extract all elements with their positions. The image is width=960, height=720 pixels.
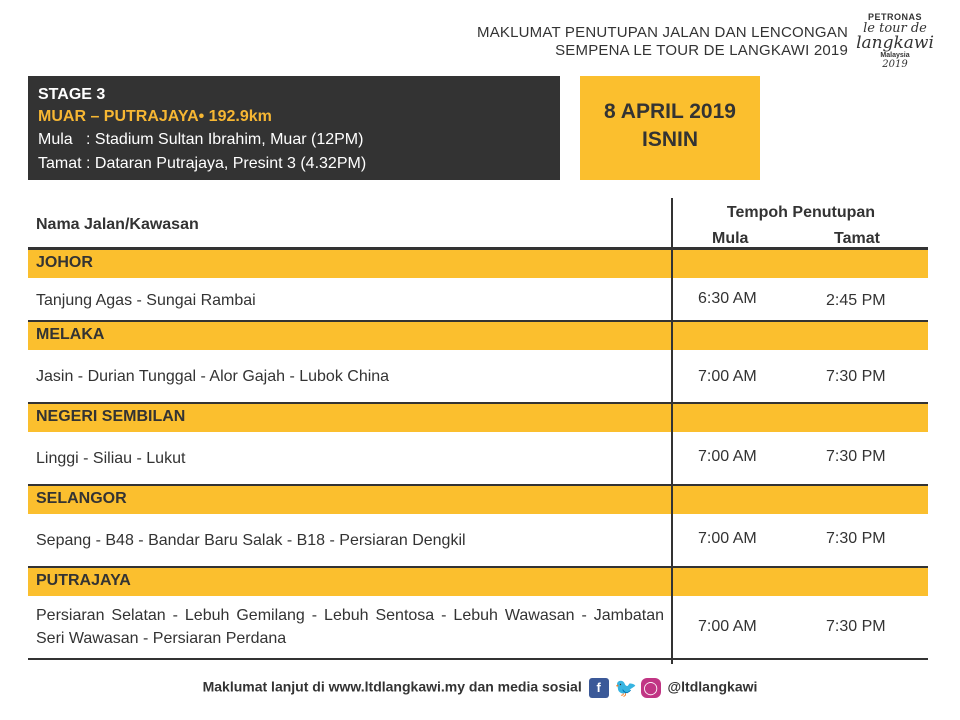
stage-title: STAGE 3 — [38, 86, 106, 103]
table-row — [28, 514, 928, 568]
state-row: JOHOR — [28, 250, 928, 278]
road-name: Tanjung Agas - Sungai Rambai — [36, 292, 256, 309]
event-logo — [854, 12, 936, 82]
start-time: 7:00 AM — [698, 368, 757, 385]
header-title — [477, 24, 848, 60]
state-row: SELANGOR — [28, 486, 928, 514]
end-time: 7:30 PM — [826, 368, 886, 385]
table-header — [28, 198, 928, 250]
twitter-icon[interactable]: 🐦 — [614, 678, 638, 698]
header-line-2: SEMPENA LE TOUR DE LANGKAWI 2019 — [555, 42, 848, 59]
road-name: Sepang - B48 - Bandar Baru Salak - B18 - Persiaran Dengkil — [36, 532, 466, 549]
state-row: NEGERI SEMBILAN — [28, 404, 928, 432]
start-time: 6:30 AM — [698, 290, 757, 307]
end-time: 2:45 PM — [826, 292, 886, 309]
logo-brand: PETRONAS — [867, 12, 922, 22]
road-name: Jasin - Durian Tunggal - Alor Gajah - Lubok China — [36, 368, 390, 385]
stage-finish: Tamat : Dataran Putrajaya, Presint 3 (4.32PM) — [38, 155, 367, 172]
start-time: 7:00 AM — [698, 448, 757, 465]
table-row — [28, 596, 928, 660]
logo-script-1: le tour de — [863, 21, 927, 36]
road-name: Persiaran Selatan - Lebuh Gemilang - Lebuh Sentosa - Lebuh Wawasan - Jambatan Seri Wawasan - Persiaran Perdana — [36, 607, 664, 647]
end-time: 7:30 PM — [826, 448, 886, 465]
header-closure-period: Tempoh Penutupan — [726, 204, 876, 221]
state-row: MELAKA — [28, 322, 928, 350]
end-time: 7:30 PM — [826, 530, 886, 547]
road-name: Linggi - Siliau - Lukut — [36, 450, 186, 467]
facebook-icon[interactable]: f — [589, 678, 609, 698]
closure-table — [28, 198, 928, 660]
stage-start: Mula : Stadium Sultan Ibrahim, Muar (12PM) — [38, 131, 364, 148]
column-divider — [671, 198, 673, 664]
table-row — [28, 278, 928, 322]
stage-route: MUAR – PUTRAJAYA• 192.9km — [38, 108, 272, 125]
end-time: 7:30 PM — [826, 618, 886, 635]
table-row — [28, 432, 928, 486]
table-row — [28, 350, 928, 404]
start-time: 7:00 AM — [698, 530, 757, 547]
stage-info-box — [28, 76, 560, 180]
header-line-1: MAKLUMAT PENUTUPAN JALAN DAN LENCONGAN — [477, 24, 848, 41]
event-day: ISNIN — [641, 128, 698, 151]
start-time: 7:00 AM — [698, 618, 757, 635]
footer-text: Maklumat lanjut di www.ltdlangkawi.my dan media sosial — [202, 678, 582, 695]
header-start: Mula — [712, 230, 749, 247]
logo-year: 2019 — [882, 59, 908, 70]
header-end: Tamat — [834, 230, 880, 247]
event-date: 8 APRIL 2019 — [604, 100, 736, 123]
footer — [0, 678, 960, 698]
header-road-name: Nama Jalan/Kawasan — [36, 216, 199, 233]
state-row: PUTRAJAYA — [28, 568, 928, 596]
logo-country: Malaysia — [880, 52, 910, 59]
date-box — [580, 76, 760, 180]
instagram-icon[interactable]: ◯ — [641, 678, 661, 698]
logo-script-2: langkawi — [856, 33, 934, 53]
social-handle[interactable]: @ltdlangkawi — [667, 678, 758, 695]
